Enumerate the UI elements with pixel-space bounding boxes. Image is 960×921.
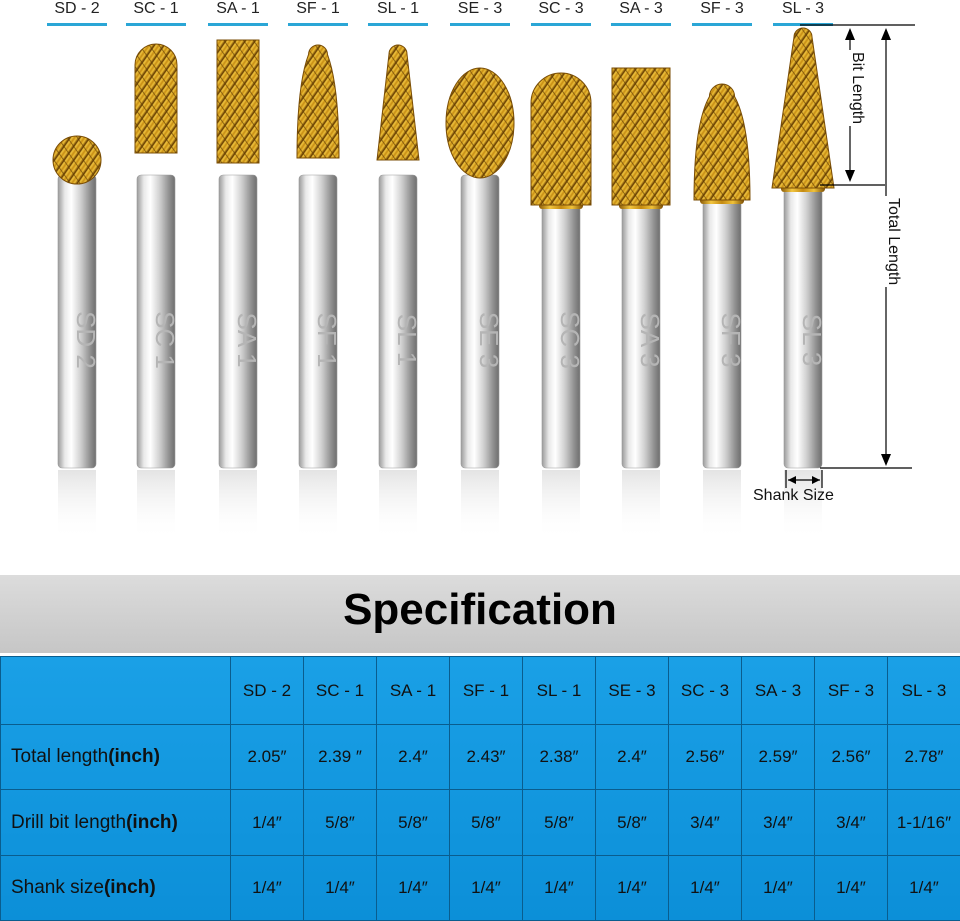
- burr-code-label: SC - 3: [538, 0, 584, 17]
- spec-value-cell: 5/8″: [450, 790, 523, 855]
- spec-value-cell: 2.56″: [815, 725, 888, 790]
- spec-header-row: [1, 657, 960, 725]
- spec-value-cell: 2.43″: [450, 725, 523, 790]
- burr-8: [612, 68, 670, 540]
- spec-value-cell: 2.78″: [888, 725, 960, 790]
- burr-head-crosscut: [135, 44, 177, 153]
- burr-reflection: [137, 470, 175, 540]
- spec-column-header: SL - 3: [888, 657, 960, 725]
- burr-head-crosscut: [53, 136, 101, 184]
- spec-corner-cell: [1, 657, 231, 725]
- spec-value-cell: 1/4″: [888, 855, 960, 920]
- spec-value-cell: 3/4″: [669, 790, 742, 855]
- burr-3: [217, 40, 262, 540]
- burr-4: [297, 45, 342, 540]
- burr-head-crosscut: [217, 40, 259, 163]
- spec-column-header: SC - 1: [304, 657, 377, 725]
- spec-row-label: Drill bit length(inch): [1, 790, 231, 855]
- spec-value-cell: 1/4″: [815, 855, 888, 920]
- spec-column-header: SF - 3: [815, 657, 888, 725]
- bit-length-label: Bit Length: [849, 52, 866, 125]
- spec-value-cell: 1/4″: [523, 855, 596, 920]
- spec-column-header: SD - 2: [231, 657, 304, 725]
- spec-value-cell: 1/4″: [304, 855, 377, 920]
- spec-value-cell: 1/4″: [596, 855, 669, 920]
- spec-column-header: SC - 3: [669, 657, 742, 725]
- burr-head-crosscut: [446, 68, 514, 178]
- spec-value-cell: 2.05″: [231, 725, 304, 790]
- shank-size-label: Shank Size: [753, 487, 834, 504]
- spec-value-cell: 1/4″: [450, 855, 523, 920]
- burr-7: [531, 73, 591, 540]
- spec-column-header: SA - 1: [377, 657, 450, 725]
- burr-code-label: SL - 1: [376, 0, 420, 17]
- spec-column-header: SA - 3: [742, 657, 815, 725]
- spec-value-cell: 5/8″: [377, 790, 450, 855]
- burr-reflection: [622, 470, 660, 540]
- spec-row: [1, 790, 960, 855]
- spec-row: [1, 725, 960, 790]
- burr-code-label: SL - 3: [781, 0, 825, 17]
- burr-code-label: SD - 2: [54, 0, 100, 17]
- burr-code-label: SC - 1: [133, 0, 179, 17]
- spec-value-cell: 5/8″: [304, 790, 377, 855]
- shank-engraving: SE 3: [474, 311, 504, 369]
- shank-engraving: SF 1: [312, 312, 342, 368]
- spec-row: [1, 855, 960, 920]
- burr-code-label: SF - 3: [700, 0, 744, 17]
- burr-9: [694, 84, 750, 540]
- spec-column-header: SL - 1: [523, 657, 596, 725]
- burr-1: [53, 136, 101, 540]
- burr-reflection: [299, 470, 337, 540]
- burr-reflection: [461, 470, 499, 540]
- spec-value-cell: 3/4″: [815, 790, 888, 855]
- spec-value-cell: 1/4″: [669, 855, 742, 920]
- burr-head-crosscut: [531, 73, 591, 205]
- total-length-label: Total Length: [885, 198, 902, 286]
- spec-value-cell: 2.38″: [523, 725, 596, 790]
- shank-engraving: SC 3: [555, 311, 585, 369]
- spec-row-label: Total length(inch): [1, 725, 231, 790]
- shank-engraving: SF 3: [716, 312, 746, 368]
- spec-value-cell: 1-1/16″: [888, 790, 960, 855]
- spec-column-header: SF - 1: [450, 657, 523, 725]
- spec-title: Specification: [343, 585, 617, 634]
- burr-code-label: SA - 3: [619, 0, 663, 17]
- burr-head-crosscut: [772, 28, 834, 188]
- burr-head-crosscut: [297, 45, 339, 158]
- shank-engraving: SA 1: [232, 312, 262, 368]
- burr-code-label: SA - 1: [216, 0, 260, 17]
- burr-reflection: [219, 470, 257, 540]
- burr-head-crosscut: [694, 84, 750, 200]
- spec-column-header: SE - 3: [596, 657, 669, 725]
- spec-value-cell: 2.4″: [596, 725, 669, 790]
- spec-value-cell: 1/4″: [377, 855, 450, 920]
- spec-value-cell: 5/8″: [596, 790, 669, 855]
- shank-engraving: SC 1: [150, 311, 180, 369]
- spec-value-cell: 3/4″: [742, 790, 815, 855]
- spec-value-cell: 2.56″: [669, 725, 742, 790]
- shank-engraving: SA 3: [635, 312, 665, 368]
- spec-row-label: Shank size(inch): [1, 855, 231, 920]
- spec-value-cell: 1/4″: [231, 790, 304, 855]
- burr-10: [772, 28, 834, 540]
- spec-table: [0, 656, 960, 921]
- burr-reflection: [542, 470, 580, 540]
- spec-value-cell: 1/4″: [742, 855, 815, 920]
- burr-reflection: [703, 470, 741, 540]
- shank-engraving: SD 2: [71, 311, 101, 369]
- burr-2: [135, 44, 180, 540]
- burr-reflection: [379, 470, 417, 540]
- spec-value-cell: 2.39 ″: [304, 725, 377, 790]
- burr-code-label: SF - 1: [296, 0, 340, 17]
- shank-engraving: SL 1: [392, 313, 422, 367]
- spec-value-cell: 5/8″: [523, 790, 596, 855]
- spec-value-cell: 1/4″: [231, 855, 304, 920]
- burr-5: [377, 45, 422, 540]
- burr-code-label: SE - 3: [457, 0, 503, 17]
- spec-value-cell: 2.59″: [742, 725, 815, 790]
- shank-engraving: SL 3: [797, 313, 827, 367]
- burr-head-crosscut: [612, 68, 670, 205]
- burr-reflection: [58, 470, 96, 540]
- spec-value-cell: 2.4″: [377, 725, 450, 790]
- burr-6: [446, 68, 514, 540]
